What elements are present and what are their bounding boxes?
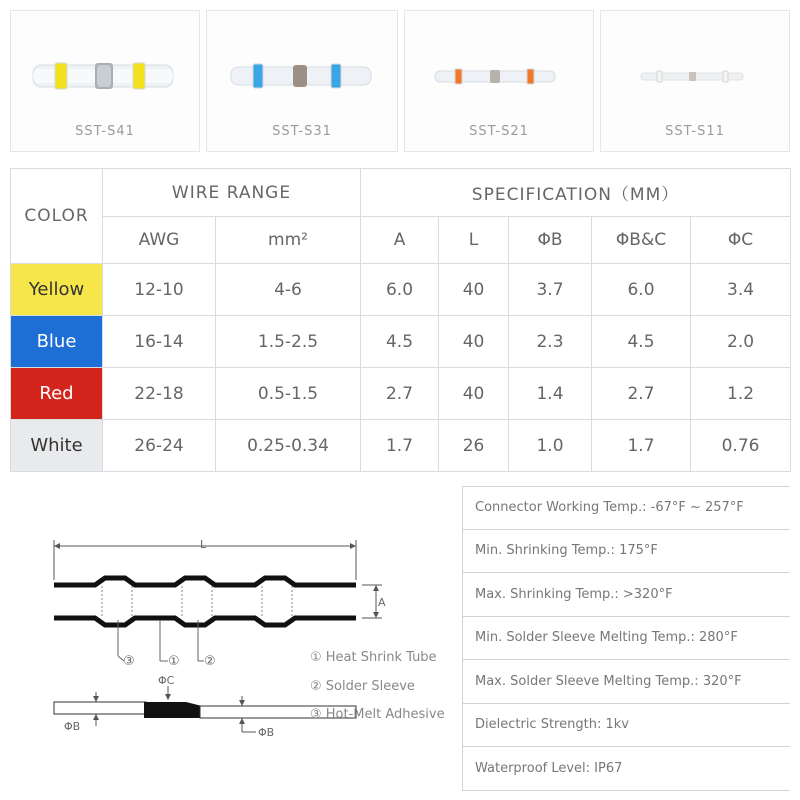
subheader-awg: AWG bbox=[103, 217, 216, 264]
product-card-sst-s11 bbox=[600, 10, 790, 152]
product-card-sst-s41 bbox=[10, 10, 200, 152]
table-row bbox=[11, 368, 791, 420]
cell-b: 1.0 bbox=[509, 420, 592, 472]
table-subheader-row bbox=[11, 217, 791, 264]
table-row bbox=[11, 316, 791, 368]
model-label: SST-S11 bbox=[665, 124, 725, 139]
band-right bbox=[133, 63, 145, 89]
legend-hot-melt-adhesive: ③ Hot-Melt Adhesive bbox=[310, 707, 445, 722]
connector-image-blue bbox=[207, 11, 399, 121]
cell-b: 1.4 bbox=[509, 368, 592, 420]
color-cell-red: Red bbox=[11, 368, 103, 420]
subheader-bc: ΦB&C bbox=[592, 217, 691, 264]
dim-label-b-right: ΦB bbox=[258, 726, 275, 739]
cell-bc: 4.5 bbox=[592, 316, 691, 368]
cell-l: 26 bbox=[439, 420, 509, 472]
properties-list bbox=[462, 486, 790, 791]
subheader-l: L bbox=[439, 217, 509, 264]
prop-working-temp: Connector Working Temp.: -67°F ~ 257°F bbox=[462, 486, 790, 530]
prop-max-shrink-temp: Max. Shrinking Temp.: >320°F bbox=[462, 573, 790, 617]
cell-l: 40 bbox=[439, 264, 509, 316]
band-right bbox=[527, 69, 534, 84]
model-label: SST-S21 bbox=[469, 124, 529, 139]
band-left bbox=[55, 63, 67, 89]
dim-label-b-left: ΦB bbox=[64, 720, 81, 733]
color-header: COLOR bbox=[11, 169, 103, 264]
dim-label-l: L bbox=[200, 538, 207, 551]
legend-heat-shrink-tube: ① Heat Shrink Tube bbox=[310, 650, 437, 665]
prop-min-shrink-temp: Min. Shrinking Temp.: 175°F bbox=[462, 530, 790, 574]
subheader-mm2: mm² bbox=[216, 217, 361, 264]
band-right bbox=[723, 71, 728, 82]
connector-image-yellow bbox=[11, 11, 201, 121]
cell-awg: 22-18 bbox=[103, 368, 216, 420]
cell-mm2: 0.25-0.34 bbox=[216, 420, 361, 472]
cell-awg: 16-14 bbox=[103, 316, 216, 368]
prop-max-solder-melt: Max. Solder Sleeve Melting Temp.: 320°F bbox=[462, 660, 790, 704]
cell-c: 1.2 bbox=[691, 368, 791, 420]
callout-1: ① bbox=[168, 654, 180, 669]
band-left bbox=[657, 71, 662, 82]
subheader-c: ΦC bbox=[691, 217, 791, 264]
table-row bbox=[11, 420, 791, 472]
spec-table bbox=[10, 168, 791, 472]
band-left bbox=[455, 69, 462, 84]
callout-2: ② bbox=[204, 654, 216, 669]
cell-a: 6.0 bbox=[361, 264, 439, 316]
prop-waterproof-level: Waterproof Level: IP67 bbox=[462, 747, 790, 791]
product-card-sst-s31 bbox=[206, 10, 398, 152]
wire-range-header: WIRE RANGE bbox=[103, 169, 361, 217]
model-label: SST-S31 bbox=[272, 124, 332, 139]
cell-bc: 6.0 bbox=[592, 264, 691, 316]
cell-a: 4.5 bbox=[361, 316, 439, 368]
connector-image-white bbox=[601, 11, 791, 121]
cell-c: 2.0 bbox=[691, 316, 791, 368]
cell-b: 2.3 bbox=[509, 316, 592, 368]
connector-drawing bbox=[10, 486, 460, 790]
table-row bbox=[11, 264, 791, 316]
cell-l: 40 bbox=[439, 316, 509, 368]
prop-min-solder-melt: Min. Solder Sleeve Melting Temp.: 280°F bbox=[462, 617, 790, 661]
subheader-a: A bbox=[361, 217, 439, 264]
callout-3: ③ bbox=[123, 654, 135, 669]
product-card-sst-s21 bbox=[404, 10, 594, 152]
dim-label-a: A bbox=[378, 596, 386, 609]
cell-b: 3.7 bbox=[509, 264, 592, 316]
subheader-b: ΦB bbox=[509, 217, 592, 264]
connector-image-red bbox=[405, 11, 595, 121]
cell-a: 2.7 bbox=[361, 368, 439, 420]
color-cell-white: White bbox=[11, 420, 103, 472]
model-label: SST-S41 bbox=[75, 124, 135, 139]
cell-mm2: 4-6 bbox=[216, 264, 361, 316]
cell-c: 3.4 bbox=[691, 264, 791, 316]
cell-awg: 12-10 bbox=[103, 264, 216, 316]
dim-label-c: ΦC bbox=[158, 674, 175, 687]
cell-awg: 26-24 bbox=[103, 420, 216, 472]
color-cell-blue: Blue bbox=[11, 316, 103, 368]
cell-c: 0.76 bbox=[691, 420, 791, 472]
product-cards bbox=[10, 10, 790, 152]
cell-mm2: 1.5-2.5 bbox=[216, 316, 361, 368]
cell-a: 1.7 bbox=[361, 420, 439, 472]
legend-solder-sleeve: ② Solder Sleeve bbox=[310, 679, 415, 694]
cell-mm2: 0.5-1.5 bbox=[216, 368, 361, 420]
connector-diagram bbox=[10, 486, 460, 790]
spec-header: SPECIFICATION（MM） bbox=[361, 169, 791, 217]
band-right bbox=[331, 64, 341, 88]
color-cell-yellow: Yellow bbox=[11, 264, 103, 316]
cell-bc: 2.7 bbox=[592, 368, 691, 420]
band-left bbox=[253, 64, 263, 88]
cell-l: 40 bbox=[439, 368, 509, 420]
prop-dielectric-strength: Dielectric Strength: 1kv bbox=[462, 704, 790, 748]
cell-bc: 1.7 bbox=[592, 420, 691, 472]
table-header-row bbox=[11, 169, 791, 217]
